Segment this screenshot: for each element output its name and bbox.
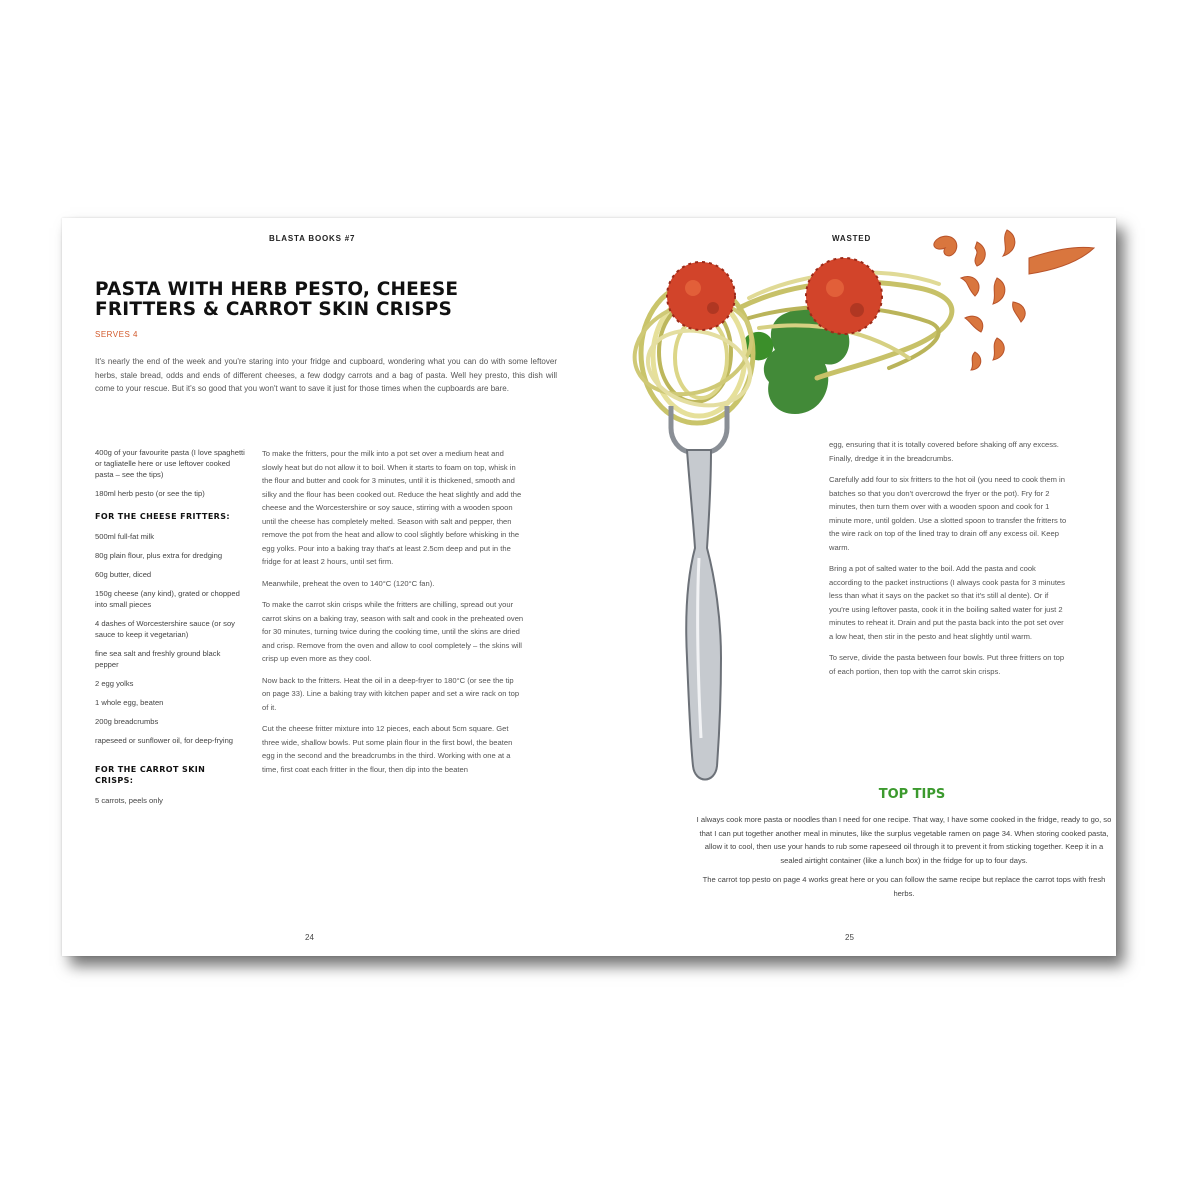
method-paragraph: Carefully add four to six fritters to the hot oil (you need to cook them in batches so that you don't overcrowd the fryer or the pot). Fry for 2 minutes, then turn them over with a wooden spoon and cook for 1 minute more, until golden. Use a slotted spoon to transfer the fritters to the wire rack on top of the lined tray to drain off any excess oil. Keep warm. — [829, 475, 1067, 552]
tip-paragraph: I always cook more pasta or noodles than I need for one recipe. That way, I have some cooked in the fridge, ready to go, so that I can put together another meal in minutes, like the surplus vegetable ramen on page 34. When storing cooked pasta, allow it to cool, then use your hands to rub some rapeseed oil through it to prevent it from sticking together. Keep it in a sealed airtight container (like a lunch box) in the fridge for up to four days. — [696, 815, 1112, 865]
ingredient-item: fine sea salt and freshly ground black pepper — [95, 649, 221, 669]
ingredient-item: 2 egg yolks — [95, 679, 134, 688]
ingredient-item: 180ml herb pesto (or see the tip) — [95, 489, 205, 498]
page-number: 25 — [845, 933, 854, 942]
ingredient-item: rapeseed or sunflower oil, for deep-frying — [95, 736, 234, 745]
method-paragraph: To make the carrot skin crisps while the fritters are chilling, spread out your carrot skins on a baking tray, season with salt and cook in the preheated oven for 30 minutes, turning twice during the cooking time, until the skins are dried and crisp. Remove from the oven and allow to cool completely – the skins will crisp up even more as they cool. — [262, 600, 524, 663]
method-paragraph: Now back to the fritters. Heat the oil in a deep-fryer to 180°C (or see the tip on page 33). Line a baking tray with kitchen paper and set a wire rack on top of it. — [262, 675, 520, 712]
method-column — [829, 438, 1069, 686]
tip-paragraph: The carrot top pesto on page 4 works great here or you can follow the same recipe but replace the carrot tops with fresh herbs. — [702, 875, 1106, 898]
ingredients-list — [95, 447, 245, 814]
ingredient-item: 400g of your favourite pasta (I love spaghetti or tagliatelle here or use leftover cooked pasta – see the tips) — [95, 448, 245, 479]
method-paragraph: Bring a pot of salted water to the boil. Add the pasta and cook according to the packet instructions (I always cook pasta for 3 minutes less than what it says on the packet so that it's still al dente). Or if you're using leftover pasta, cook it in the boiling salted water for just 2 minutes to reheat it. Drain and put the pasta back into the pot set over a low heat, then stir in the pesto and heat slightly until warm. — [829, 564, 1065, 641]
intro-paragraph: It's nearly the end of the week and you're staring into your fridge and cupboard, wondering what you can do with some leftover herbs, stale bread, odds and ends of different cheeses, a few dodgy carrots and a bag of pasta. Well hey presto, this dish will come to your rescue. But it's so good that you won't want to save it just for those times when the cupboards are bare. — [95, 357, 557, 394]
fork-icon — [671, 406, 727, 780]
running-head: WASTED — [832, 234, 872, 243]
ingredient-item: 4 dashes of Worcestershire sauce (or soy sauce to keep it vegetarian) — [95, 619, 235, 639]
running-head: BLASTA BOOKS #7 — [269, 234, 356, 243]
ingredient-item: 500ml full-fat milk — [95, 532, 155, 541]
ingredient-item: 60g butter, diced — [95, 570, 152, 579]
fritters-heading: FOR THE CHEESE FRITTERS: — [95, 512, 231, 521]
method-paragraph: egg, ensuring that it is totally covered before shaking off any excess. Finally, dredge it in the breadcrumbs. — [829, 440, 1059, 463]
top-tips — [694, 813, 1114, 906]
crisps-heading: FOR THE CARROT SKIN CRISPS: — [95, 765, 206, 785]
carrot-skin-crisps — [934, 230, 1094, 370]
ingredient-item: 150g cheese (any kind), grated or chopped into small pieces — [95, 589, 240, 609]
right-page — [589, 218, 1116, 956]
ingredient-item: 1 whole egg, beaten — [95, 698, 164, 707]
left-page — [62, 218, 589, 956]
ingredient-item: 80g plain flour, plus extra for dredging — [95, 551, 223, 560]
ingredient-item: 200g breadcrumbs — [95, 717, 159, 726]
page-number: 24 — [305, 933, 314, 942]
method-paragraph: To serve, divide the pasta between four bowls. Put three fritters on top of each portion, then top with the carrot skin crisps. — [829, 653, 1065, 676]
method-paragraph: Cut the cheese fritter mixture into 12 pieces, each about 5cm square. Get three wide, shallow bowls. Put some plain flour in the first bowl, the beaten egg in the second and the breadcrumbs in the third. Working with one at a time, first coat each fritter in the flour, then dip into the beaten — [262, 724, 513, 774]
serves-label: SERVES 4 — [95, 330, 138, 339]
method-paragraph: Meanwhile, preheat the oven to 140°C (120°C fan). — [262, 578, 435, 588]
method-column — [262, 447, 524, 784]
book-spread — [62, 218, 1116, 956]
method-paragraph: To make the fritters, pour the milk into a pot set over a medium heat and slowly heat but do not allow it to boil. When it starts to foam on top, whisk in the flour and butter and cook for 3 minutes, until it is thickened, smooth and silky and the flour has been cooked out. Reduce the heat slightly and add the cheese and the Worcestershire or soy sauce, stirring with a wooden spoon until the cheese has completely melted. Season with salt and pepper, then remove the pot from the heat and allow to cool slightly before whisking in the egg yolks. Pour into a baking tray that's at least 2.5cm deep and put in the fridge for at least 2 hours, until set firm. — [262, 449, 522, 566]
ingredient-item: 5 carrots, peels only — [95, 796, 163, 805]
recipe-title: PASTA WITH HERB PESTO, CHEESE FRITTERS & CARROT SKIN CRISPS — [95, 279, 459, 320]
top-tips-heading: TOP TIPS — [878, 787, 946, 802]
